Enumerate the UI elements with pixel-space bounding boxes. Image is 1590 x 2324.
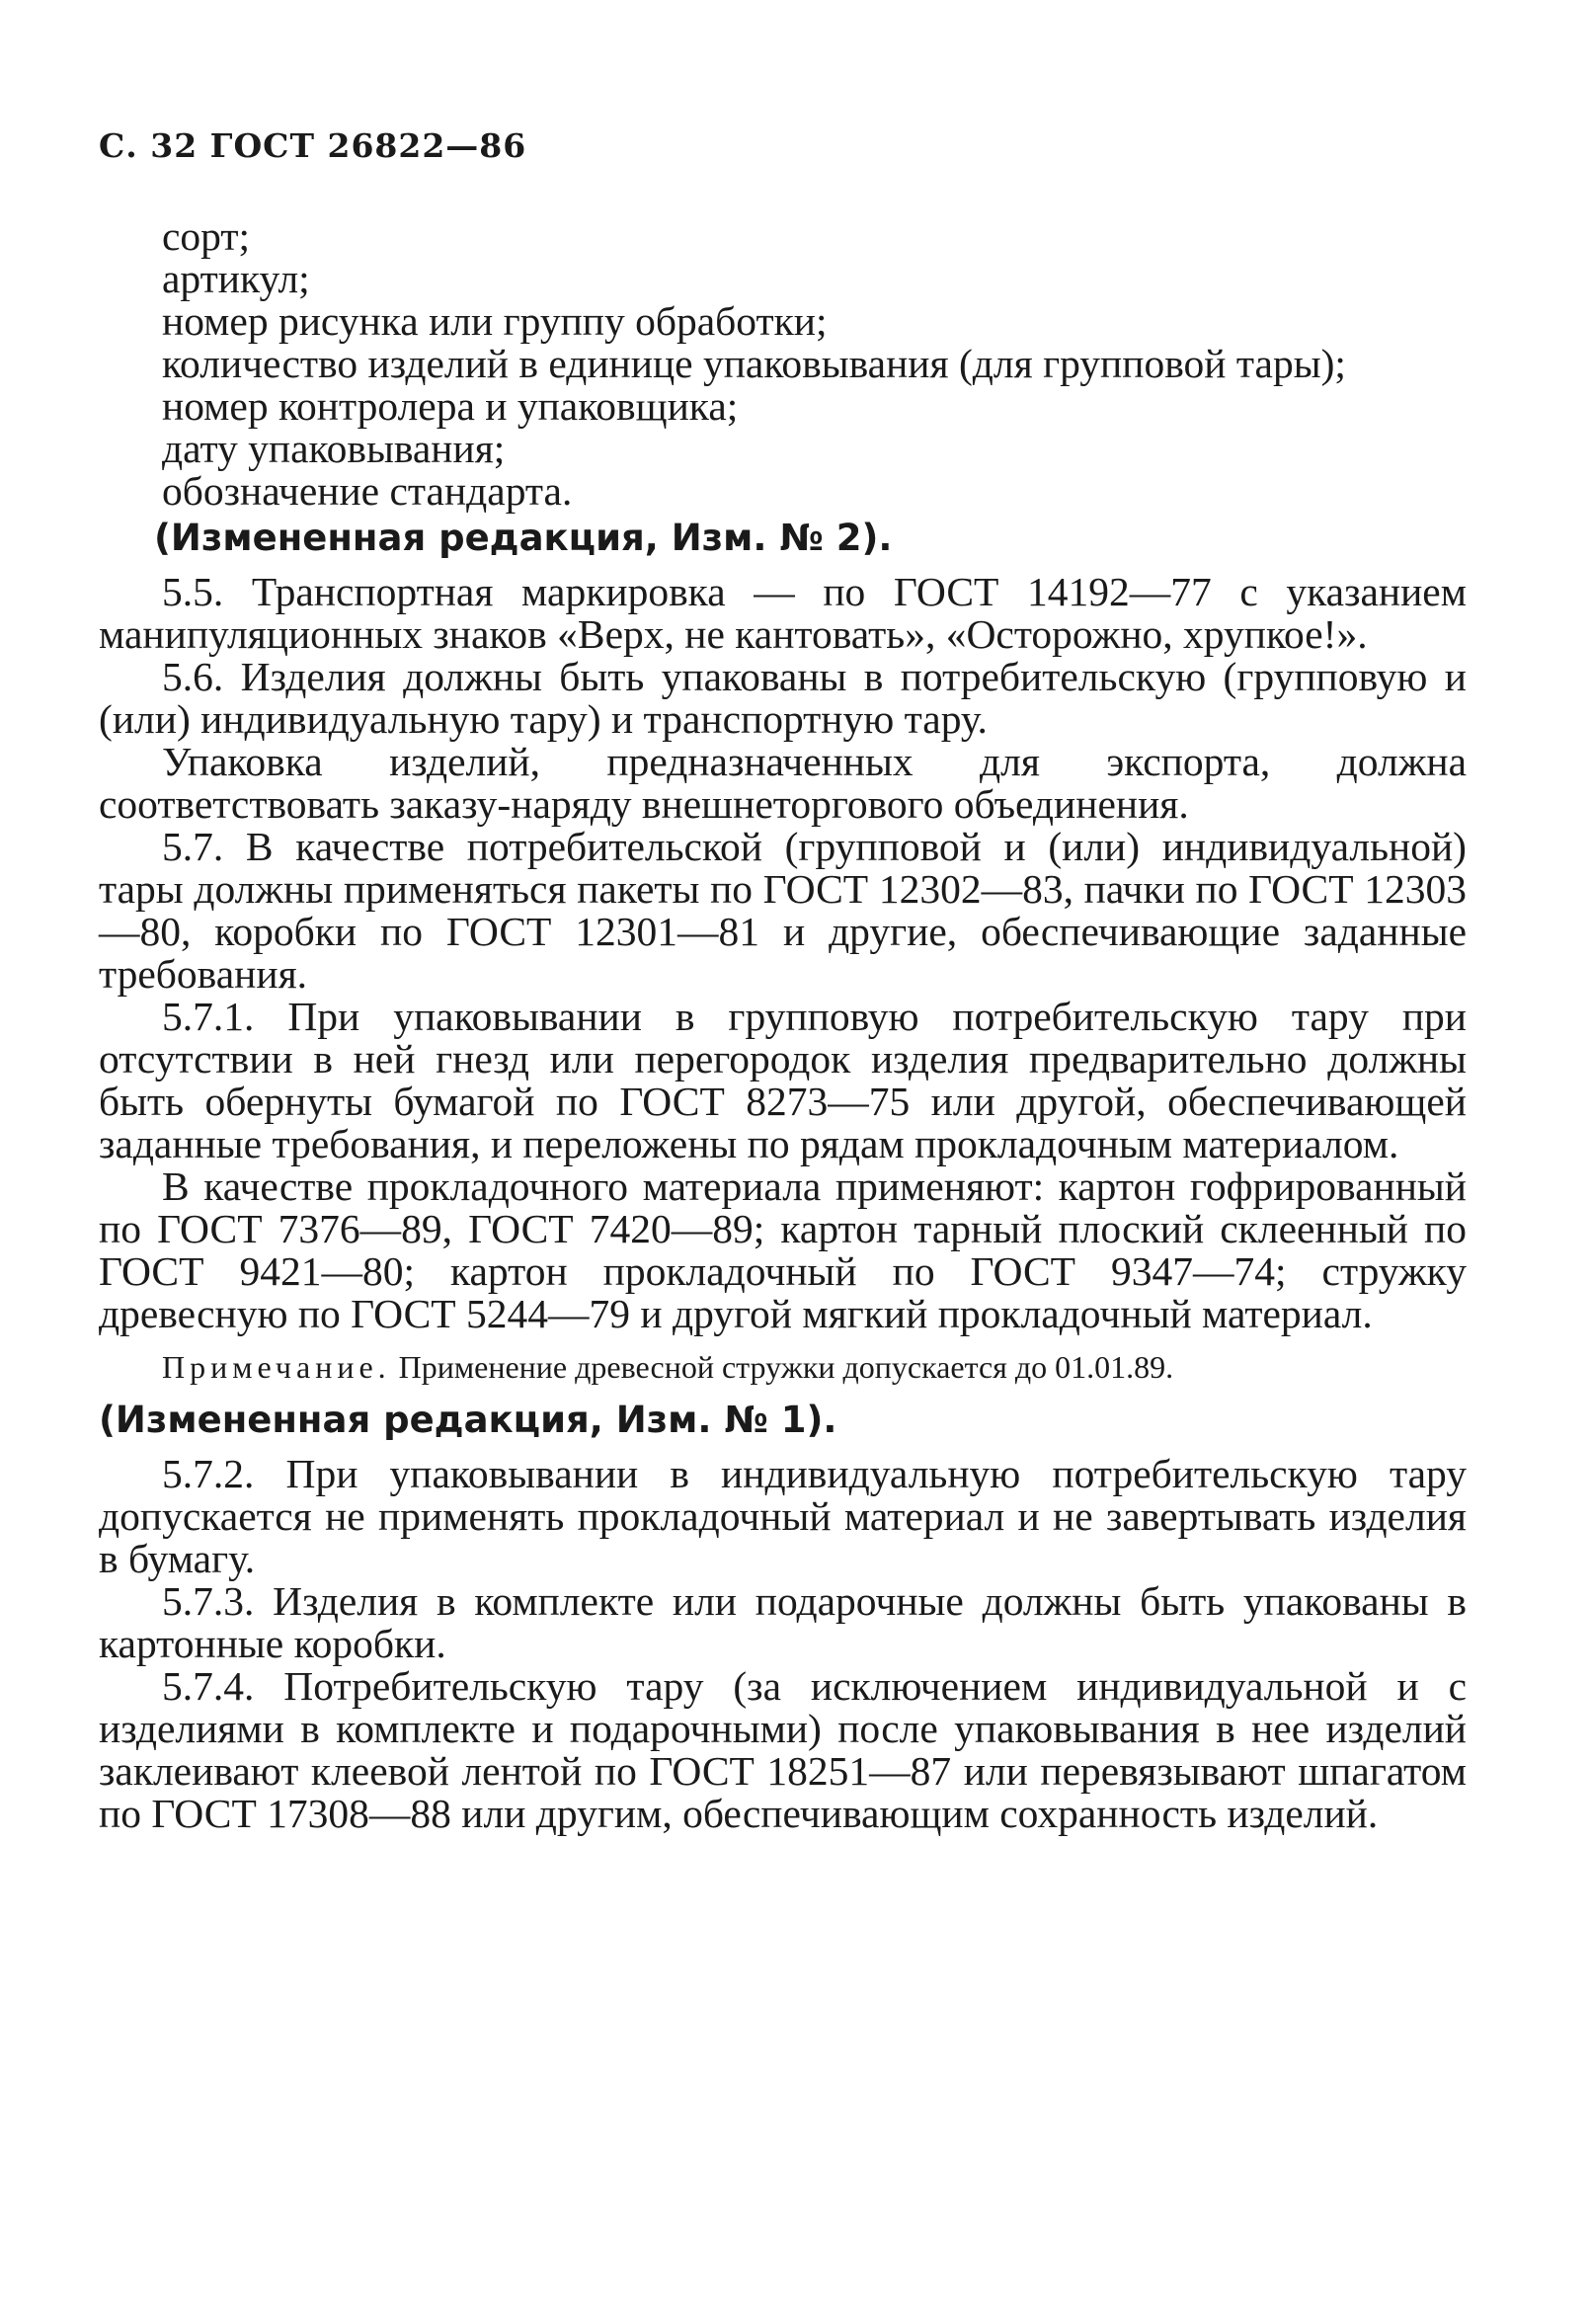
note-text: Применение древесной стружки допускается до 01.01.89. bbox=[390, 1349, 1174, 1385]
paragraph-5-7-2: 5.7.2. При упаковывании в индивидуальную потребительскую тару допускается не применять прокладочный материал и не завертывать изделия в бумагу. bbox=[99, 1451, 1467, 1581]
note-label: Примечание. bbox=[162, 1349, 391, 1385]
amendment-note-1: (Измененная редакция, Изм. № 1). bbox=[99, 1399, 837, 1441]
list-item: дату упаковывания; bbox=[162, 426, 506, 471]
list-item: количество изделий в единице упаковывания (для групповой тары); bbox=[162, 341, 1346, 386]
note bbox=[99, 1347, 1467, 1387]
paragraph-5-5: 5.5. Транспортная маркировка — по ГОСТ 14192—77 с указанием манипуляционных знаков «Верх, не кантовать», «Осторожно, хрупкое!». bbox=[99, 569, 1467, 657]
paragraph-5-7-3: 5.7.3. Изделия в комплекте или подарочные должны быть упакованы в картонные коробки. bbox=[99, 1578, 1467, 1666]
paragraph-5-6-export: Упаковка изделий, предназначенных для экспорта, должна соответствовать заказу-наряду внешнеторгового объединения. bbox=[99, 739, 1467, 827]
document-body bbox=[99, 215, 1467, 1835]
list-item: сорт; bbox=[162, 213, 251, 259]
list-item: номер рисунка или группу обработки; bbox=[162, 298, 828, 344]
paragraph-5-7-1-materials: В качестве прокладочного материала применяют: картон гофрированный по ГОСТ 7376—89, ГОСТ 7420—89; картон тарный плоский склеенный по ГОСТ 9421—80; картон прокладочный по ГОСТ 9347—74; стружку древесную по ГОСТ 5244—79 и другой мягкий прокладочный материал. bbox=[99, 1163, 1467, 1336]
page-header: С. 32 ГОСТ 26822—86 bbox=[99, 126, 527, 165]
amendment-note-2: (Измененная редакция, Изм. № 2). bbox=[154, 517, 893, 559]
paragraph-5-6: 5.6. Изделия должны быть упакованы в потребительскую (групповую и (или) индивидуальную тару) и транспортную тару. bbox=[99, 654, 1467, 742]
list-item: номер контролера и упаковщика; bbox=[162, 383, 739, 429]
list-item: обозначение стандарта. bbox=[162, 468, 573, 514]
paragraph-5-7-4: 5.7.4. Потребительскую тару (за исключением индивидуальной и с изделиями в комплекте и подарочными) после упаковывания в нее изделий заклеивают клеевой лентой по ГОСТ 18251—87 или перевязывают шпагатом по ГОСТ 17308—88 или другим, обеспечивающим сохранность изделий. bbox=[99, 1663, 1467, 1836]
paragraph-5-7: 5.7. В качестве потребительской (групповой и (или) индивидуальной) тары должны применяться пакеты по ГОСТ 12302—83, пачки по ГОСТ 12303—80, коробки по ГОСТ 12301—81 и другие, обеспечивающие заданные требования. bbox=[99, 824, 1467, 997]
paragraph-5-7-1: 5.7.1. При упаковывании в групповую потребительскую тару при отсутствии в ней гнезд или перегородок изделия предварительно должны быть обернуты бумагой по ГОСТ 8273—75 или другой, обеспечивающей заданные требования, и переложены по рядам прокладочным материалом. bbox=[99, 994, 1467, 1166]
list-item: артикул; bbox=[162, 256, 310, 301]
